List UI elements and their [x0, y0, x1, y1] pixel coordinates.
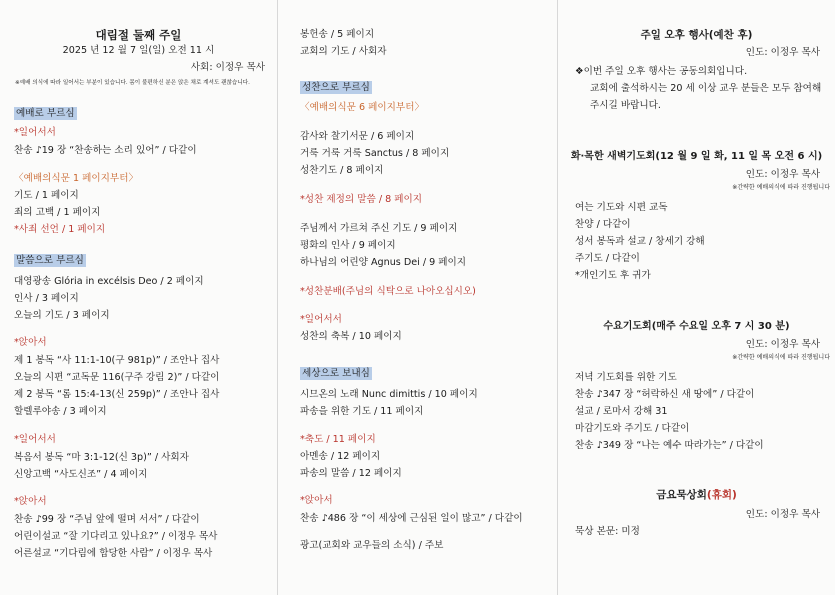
dawn-item: 성서 봉독과 설교 / 창세기 강해 — [575, 236, 705, 247]
order-item: 복음서 봉독 “마 3:1-12(신 3p)” / 사회자 — [14, 452, 189, 463]
order-item-standing: *사죄 선언 / 1 페이지 — [14, 224, 106, 235]
service-title: 대림절 둘째 주일 — [95, 28, 182, 42]
order-item: 찬송 ♪486 장 “이 세상에 근심된 일이 많고” / 다같이 — [300, 513, 523, 524]
wednesday-prayer-title: 수요기도회(매주 수요일 오후 7 시 30 분) — [603, 321, 790, 332]
friday-meditation-text: 묵상 본문: 미정 — [575, 526, 640, 537]
section-header-eucharist: 성찬으로 부르심 — [302, 82, 370, 93]
afternoon-text: 주시길 바랍니다. — [590, 100, 661, 111]
dawn-item: 주기도 / 다같이 — [575, 253, 640, 264]
liturgy-reference: 〈예배의식문 6 페이지부터〉 — [300, 102, 425, 113]
order-item: 아멘송 / 12 페이지 — [300, 451, 381, 462]
rubric-sit: *앉아서 — [300, 495, 333, 506]
wednesday-prayer-note: ※간략한 예배의식에 따라 진행됩니다 — [732, 354, 830, 361]
order-item: 제 1 봉독 “사 11:1-10(구 981p)” / 조안나 집사 — [14, 355, 220, 366]
rubric-stand: *일어서서 — [14, 434, 56, 445]
order-item: 광고(교회와 교우들의 소식) / 주보 — [300, 540, 444, 551]
dawn-item: *개인기도 후 귀가 — [575, 270, 651, 281]
afternoon-leader: 인도: 이정우 목사 — [745, 47, 820, 58]
service-date: 2025 년 12 월 7 일(일) 오전 11 시 — [62, 45, 215, 56]
order-item: 성찬의 축복 / 10 페이지 — [300, 331, 402, 342]
rubric-stand: *일어서서 — [300, 314, 342, 325]
order-item: 감사와 찰기서문 / 6 페이지 — [300, 131, 415, 142]
friday-meditation-title — [558, 490, 835, 501]
wednesday-item: 마감기도와 주기도 / 다같이 — [575, 423, 690, 434]
order-item: 어른설교 “기다림에 합당한 사람” / 이정우 목사 — [14, 548, 213, 559]
order-item-standing: *성찬분배(주님의 식탁으로 나아오십시오) — [300, 286, 476, 297]
order-item-standing: *성찬 제정의 말씀 / 8 페이지 — [300, 194, 423, 205]
wednesday-item: 저녁 기도회를 위한 기도 — [575, 372, 677, 383]
afternoon-text: ❖이번 주일 오후 행사는 공동의회입니다. — [575, 66, 748, 77]
wednesday-item: 찬송 ♪349 장 “나는 예수 따라가는” / 다같이 — [575, 440, 764, 451]
order-item: 죄의 고백 / 1 페이지 — [14, 207, 101, 218]
friday-title-text: 금요묵상회 — [656, 489, 707, 501]
rubric-sit: *앉아서 — [14, 496, 47, 507]
order-item: 대영광송 Glória in excélsis Deo / 2 페이지 — [14, 276, 204, 287]
order-item: 제 2 봉독 “롬 15:4-13(신 259p)” / 조안나 집사 — [14, 389, 220, 400]
wednesday-prayer-leader: 인도: 이정우 목사 — [745, 339, 820, 350]
friday-meditation-leader: 인도: 이정우 목사 — [745, 509, 820, 520]
afternoon-text: 교회에 출석하시는 20 세 이상 교우 분들은 모두 참여해 — [590, 83, 822, 94]
section-header-word: 말씀으로 부르심 — [16, 255, 84, 266]
middle-column — [278, 0, 557, 595]
order-item: 파송을 위한 기도 / 11 페이지 — [300, 406, 424, 417]
wednesday-item: 찬송 ♪347 장 “허락하신 새 땅에” / 다같이 — [575, 389, 755, 400]
wednesday-item: 설교 / 로마서 강해 31 — [575, 406, 668, 417]
dawn-prayer-leader: 인도: 이정우 목사 — [745, 169, 820, 180]
order-item: 오늘의 기도 / 3 페이지 — [14, 310, 110, 321]
dawn-item: 찬양 / 다같이 — [575, 219, 631, 230]
order-item: 성찬기도 / 8 페이지 — [300, 165, 384, 176]
right-column — [558, 0, 835, 595]
order-item: 찬송 ♪19 장 “찬송하는 소리 있어” / 다같이 — [14, 145, 197, 156]
section-header-sending: 세상으로 보내심 — [302, 368, 370, 379]
afternoon-title: 주일 오후 행사(예찬 후) — [640, 29, 753, 41]
liturgy-reference: 〈예배의식문 1 페이지부터〉 — [14, 173, 139, 184]
order-item: 할렐루야송 / 3 페이지 — [14, 406, 107, 417]
order-item: 시므온의 노래 Nunc dimittis / 10 페이지 — [300, 389, 478, 400]
order-item: 어린이설교 “잘 기다리고 있나요?” / 이정우 목사 — [14, 531, 218, 542]
friday-status: (휴회) — [706, 489, 737, 501]
order-item: 오늘의 시편 “교독문 116(구주 강림 2)” / 다같이 — [14, 372, 220, 383]
order-item-standing: *축도 / 11 페이지 — [300, 434, 376, 445]
service-officiant: 사회: 이정우 목사 — [190, 62, 265, 73]
dawn-item: 여는 기도와 시편 교독 — [575, 202, 668, 213]
order-item: 신앙고백 “사도신조” / 4 페이지 — [14, 469, 148, 480]
order-item: 하나님의 어린양 Agnus Dei / 9 페이지 — [300, 257, 467, 268]
dawn-prayer-title: 화·목한 새벽기도회(12 월 9 일 화, 11 일 목 오전 6 시) — [570, 151, 823, 162]
left-column — [0, 0, 277, 595]
order-item: 평화의 인사 / 9 페이지 — [300, 240, 396, 251]
dawn-prayer-note: ※간략한 예배의식에 따라 진행됩니다 — [732, 184, 830, 191]
rubric-stand: *일어서서 — [14, 127, 56, 138]
order-item: 파송의 말씀 / 12 페이지 — [300, 468, 402, 479]
order-item: 인사 / 3 페이지 — [14, 293, 79, 304]
order-item: 교회의 기도 / 사회자 — [300, 46, 387, 57]
order-item: 찬송 ♪99 장 “주님 앞에 떨며 서서” / 다같이 — [14, 514, 200, 525]
order-item: 기도 / 1 페이지 — [14, 190, 79, 201]
order-item: 거룩 거룩 거룩 Sanctus / 8 페이지 — [300, 148, 450, 159]
rubric-sit: *앉아서 — [14, 337, 47, 348]
order-item: 주님께서 가르쳐 주신 기도 / 9 페이지 — [300, 223, 458, 234]
service-note: ※예배 의식에 따라 일어서는 부분이 있습니다. 몸이 불편하신 분은 앉은 채로 계셔도 괜찮습니다. — [15, 80, 250, 86]
order-item: 봉헌송 / 5 페이지 — [300, 29, 375, 40]
section-header-call-to-worship: 예배로 부르심 — [16, 108, 75, 119]
